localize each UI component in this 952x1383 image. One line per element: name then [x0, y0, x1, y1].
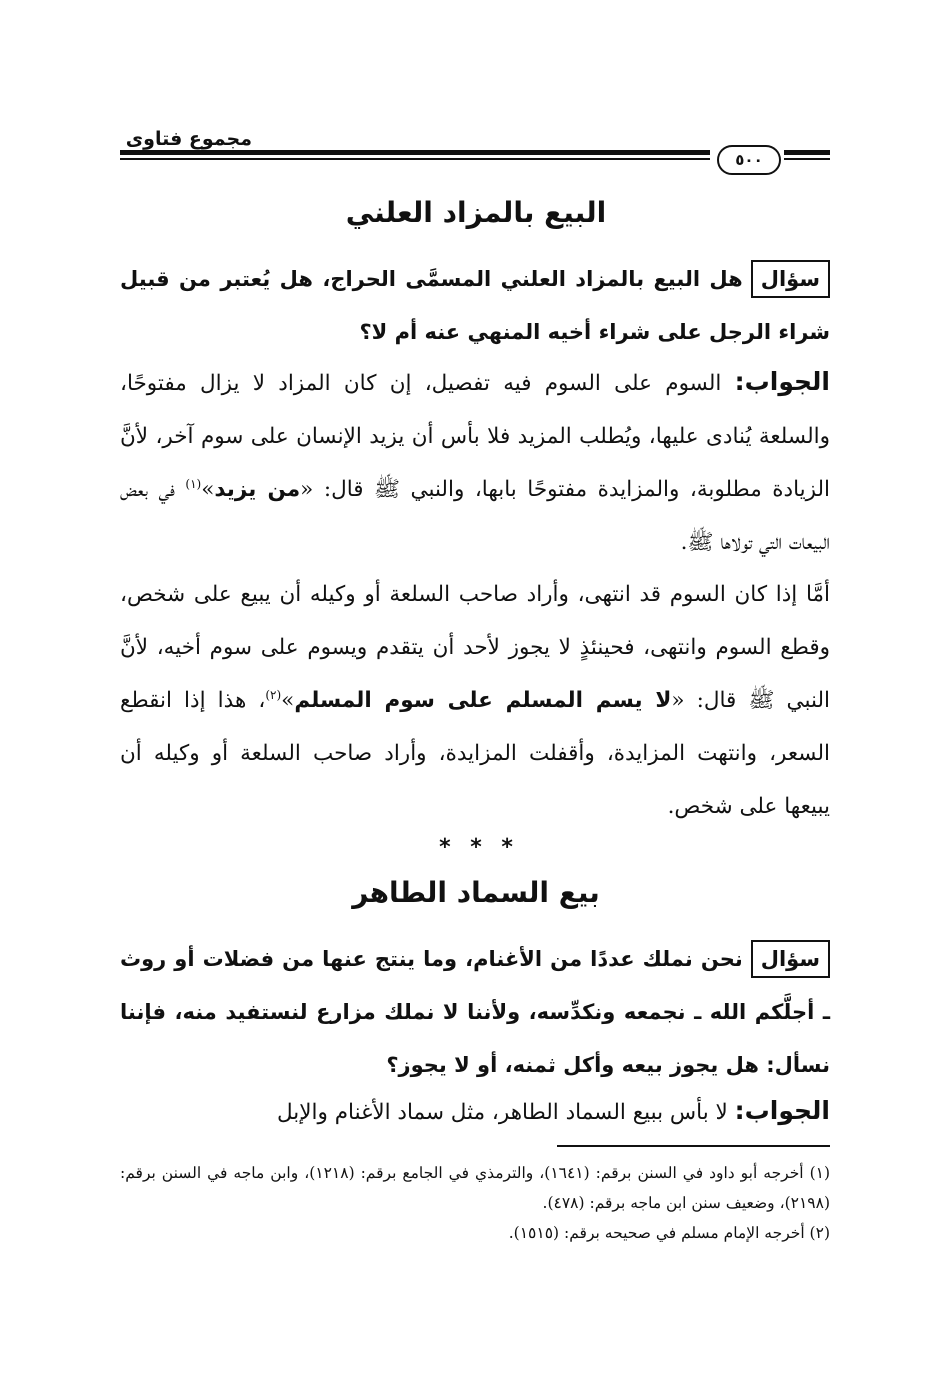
- page-number: ٥٠٠: [717, 145, 781, 175]
- question-label: سؤال: [751, 940, 830, 978]
- section-separator: * * *: [439, 835, 513, 860]
- hadith-quote: من يزيد: [214, 477, 301, 502]
- running-title: مجموع فتاوى: [125, 128, 252, 150]
- answer-text-end: في بعض البيعات التي تولاها ﷺ.: [120, 477, 830, 555]
- header-rule-left: [784, 150, 830, 155]
- answer-text: أمَّا إذا كان السوم قد انتهى، وأراد صاحب السلعة أو وكيله أن يبيع على شخص، وقطع السوم وانتهى، فحينئذٍ لا يجوز لأحد أن يتقدم ويسوم على سوم أخيه، لأنَّ النبي ﷺ قال: «: [120, 582, 830, 713]
- quote-close: »: [201, 477, 215, 502]
- answer-text-end: ، هذا إذا انقطع السعر، وانتهت المزايدة، وأقفلت المزايدة، وأراد صاحب السلعة أو وكيله أن يبيعها على شخص.: [120, 688, 830, 819]
- answer-text: لا بأس ببيع السماد الطاهر، مثل سماد الأغنام والإبل: [277, 1100, 728, 1125]
- answer-label: الجواب:: [734, 1096, 830, 1125]
- question-auction: [120, 253, 830, 359]
- footnote-ref-2[interactable]: (٢): [265, 687, 282, 702]
- question-label: سؤال: [751, 260, 830, 298]
- section-title-auction: البيع بالمزاد العلني: [345, 196, 607, 229]
- answer-auction-paragraph-1: [120, 355, 830, 569]
- header-rule-right-thin: [120, 158, 710, 160]
- header-rule-right: [120, 150, 710, 155]
- footnotes: [120, 1158, 830, 1248]
- header-rule-left-thin: [784, 158, 830, 160]
- footnote-ref-1[interactable]: (١): [185, 476, 202, 491]
- hadith-quote: لا يسم المسلم على سوم المسلم: [294, 688, 672, 713]
- quote-close: »: [281, 688, 295, 713]
- section-title-manure: بيع السماد الطاهر: [352, 876, 600, 909]
- answer-text: السوم على السوم فيه تفصيل، إن كان المزاد لا يزال مفتوحًا، والسلعة يُنادى عليها، ويُطلب المزيد فلا بأس أن يزيد الإنسان على سوم آخر، لأنَّ الزيادة مطلوبة، والمزايدة مفتوحًا بابها، والنبي ﷺ قال: «: [120, 371, 830, 502]
- footnote-1: (١) أخرجه أبو داود في السنن برقم: (١٦٤١)، والترمذي في الجامع برقم: (١٢١٨)، وابن ماجه في السنن برقم: (٢١٩٨)، وضعيف سنن ابن ماجه برقم: (٤٧٨).: [120, 1164, 831, 1212]
- question-text: هل البيع بالمزاد العلني المسمَّى الحراج، هل يُعتبر من قبيل شراء الرجل على شراء أخيه المنهي عنه أم لا؟: [120, 267, 830, 344]
- question-text: نحن نملك عددًا من الأغنام، وما ينتج عنها من فضلات أو روث ـ أجلَّكم الله ـ نجمعه ونكدِّسه، ولأننا لا نملك مزارع لنستفيد منه، فإننا نسأل: هل يجوز بيعه وأكل ثمنه، أو لا يجوز؟: [120, 947, 830, 1077]
- answer-auction-paragraph-2: [120, 568, 830, 833]
- answer-manure: [120, 1084, 830, 1139]
- answer-label: الجواب:: [734, 367, 830, 396]
- question-manure: [120, 933, 830, 1092]
- footnote-2: (٢) أخرجه الإمام مسلم في صحيحه برقم: (١٥١٥).: [508, 1224, 830, 1242]
- footnote-rule: [557, 1145, 830, 1147]
